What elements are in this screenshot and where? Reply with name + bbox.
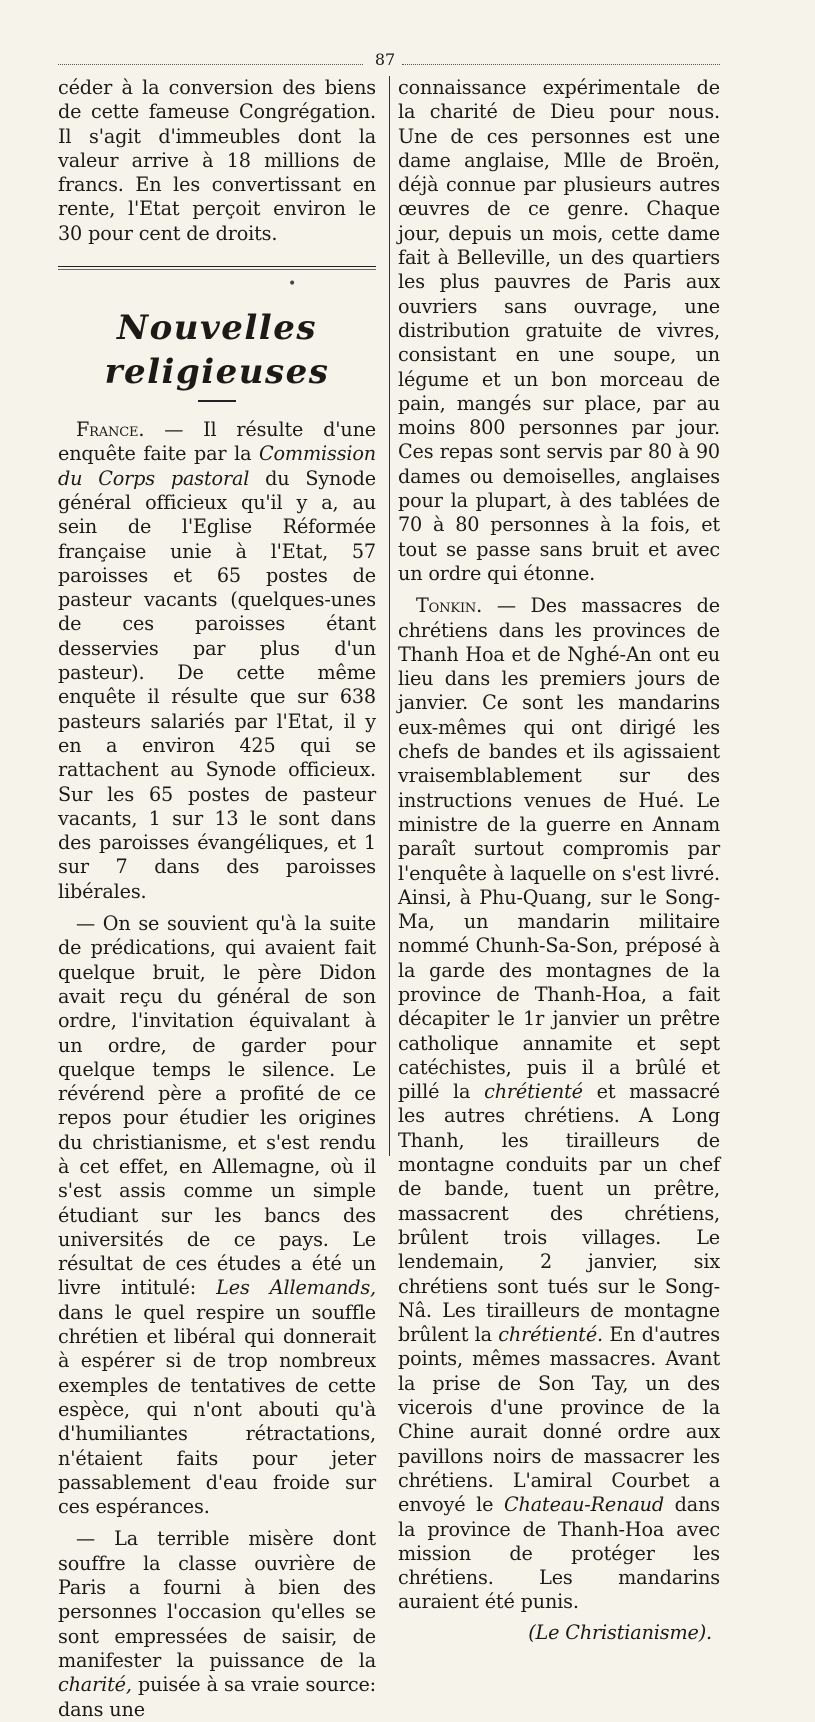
article-text: dans la province de Thanh-Hoa avec mission de protéger les chrétiens. Les mandarins auraient été punis. xyxy=(398,1493,720,1614)
right-column xyxy=(398,76,720,1645)
section-separator xyxy=(58,266,376,296)
article-didon xyxy=(58,912,376,1519)
article-italic-text: Commission du Corps pastoral xyxy=(58,442,376,490)
left-column xyxy=(58,76,376,1722)
article-italic-text: charité, xyxy=(58,1673,132,1697)
article-text: — Il résulte d'une enquête faite par la xyxy=(58,418,376,466)
article-tonkin xyxy=(398,594,720,1614)
page-number: 87 xyxy=(374,50,396,69)
article-label: France. xyxy=(76,418,145,442)
article-text: dans le quel respire un souffle chrétien et libéral qui donnerait à espérer si de trop nombreux exemples de tentatives de cette espèce, qui n'ont abouti qu'à d'humiliantes rétractations, n'étaient faits pour jeter passablement d'eau froide sur ces espérances. xyxy=(58,1300,376,1519)
section-title: Nouvelles religieuses xyxy=(104,308,330,393)
separator-ornament: • xyxy=(288,276,297,293)
article-text: puisée à sa vraie source: dans une xyxy=(58,1673,376,1721)
article-france xyxy=(58,418,376,904)
column-divider xyxy=(389,76,390,1156)
article-misere xyxy=(58,1527,376,1721)
separator-rule xyxy=(58,266,376,267)
title-underline-rule xyxy=(198,400,236,402)
article-text: et massacré les autres chrétiens. A Long Thanh, les tirailleurs de montagne conduits par un chef de bande, tuent un prêtre, massacrent des chrétiens, brûlent trois villages. Le lendemain, 2 janvier, six chrétiens sont tués sur le Song-Nâ. Les tirailleurs de montagne brûlent la xyxy=(398,1080,720,1347)
article-text: En d'autres points, mêmes massacres. Avant la prise de Son Tay, un des vicerois d'une province de la Chine aurait donné ordre aux pavillons noirs de massacrer les chrétiens. L'amiral Courbet a envoyé le xyxy=(398,1323,721,1517)
source-attribution: (Le Christianisme). xyxy=(528,1620,712,1644)
article-italic-text: chrétienté. xyxy=(498,1323,604,1347)
continuation-paragraph-right: connaissance expérimentale de la charité de Dieu pour nous. Une de ces personnes est une dame anglaise, Mlle de Broën, déjà connue par plusieurs autres œuvres de ce genre. Chaque jour, depuis un mois, cette dame fait à Belleville, un des quartiers les plus pauvres de Paris aux ouvriers sans ouvrage, une distribution gratuite de vivres, consistant en une soupe, un légume et un bon morceau de pain, mangés sur place, par au moins 800 personnes par jour. Ces repas sont servis par 80 à 90 dames ou demoiselles, anglaises pour la plupart, à des tablées de 70 à 80 personnes à la fois, et tout se passe sans bruit et avec un ordre qui étonne. xyxy=(398,76,720,585)
article-text: du Synode général officieux qu'il y a, au sein de l'Eglise Réformée française unie à l'Etat, 57 paroisses et 65 postes de pasteur vacants (quelques-unes de ces paroisses étant desservies par plus d'un pasteur). De cette même enquête il résulte que sur 638 pasteurs salariés par l'Etat, il y en a environ 425 qui se rattachent au Synode officieux. Sur les 65 postes de pasteur vacants, 1 sur 13 le sont dans des paroisses évangéliques, et 1 sur 7 dans des paroisses libérales. xyxy=(58,466,376,903)
article-text: — On se souvient qu'à la suite de prédications, qui avaient fait quelque bruit, le père Didon avait reçu du général de son ordre, l'invitation équivalant à un ordre, de garder pour quelque temps le silence. Le révérend père a profité de ce repos pour étudier les origines du christianisme, et s'est rendu à cet effet, en Allemagne, où il s'est assis comme un simple étudiant sur les bancs des universités de ce pays. Le résultat de ces études a été un livre intitulé: xyxy=(58,912,376,1300)
article-italic-text: Les Allemands, xyxy=(216,1276,376,1300)
separator-rule xyxy=(58,269,376,270)
article-italic-text: chrétienté xyxy=(484,1080,583,1104)
article-italic-text: Chateau-Renaud xyxy=(504,1493,664,1517)
article-label: Tonkin. xyxy=(416,594,483,618)
header-dotted-rule-left xyxy=(58,64,363,65)
article-text: — Des massacres de chrétiens dans les provinces de Thanh Hoa et de Nghé-An ont eu lieu dans les premiers jours de janvier. Ce sont les mandarins eux-mêmes qui ont dirigé les chefs de bandes et ils agissaient vraisemblablement sur des instructions venues de Hué. Le ministre de la guerre en Annam paraît surtout compromis par l'enquête à laquelle on s'est livré. Ainsi, à Phu-Quang, sur le Song-Ma, un mandarin militaire nommé Chunh-Sa-Son, préposé à la garde des montagnes de la province de Thanh-Hoa, a fait décapiter le 1r janvier un prêtre catholique annamite et sept catéchistes, puis il a brûlé et pillé la xyxy=(398,594,720,1104)
article-text: — La terrible misère dont souffre la classe ouvrière de Paris a fourni à bien des personnes l'occasion qu'elles se sont empressées de saisir, de manifester la puissance de la xyxy=(58,1527,376,1672)
header-dotted-rule-right xyxy=(402,64,720,65)
continuation-paragraph-left: céder à la conversion des biens de cette fameuse Congrégation. Il s'agit d'immeubles dont la valeur arrive à 18 millions de francs. En les convertissant en rente, l'Etat perçoit environ le 30 pour cent de droits. xyxy=(58,76,376,245)
